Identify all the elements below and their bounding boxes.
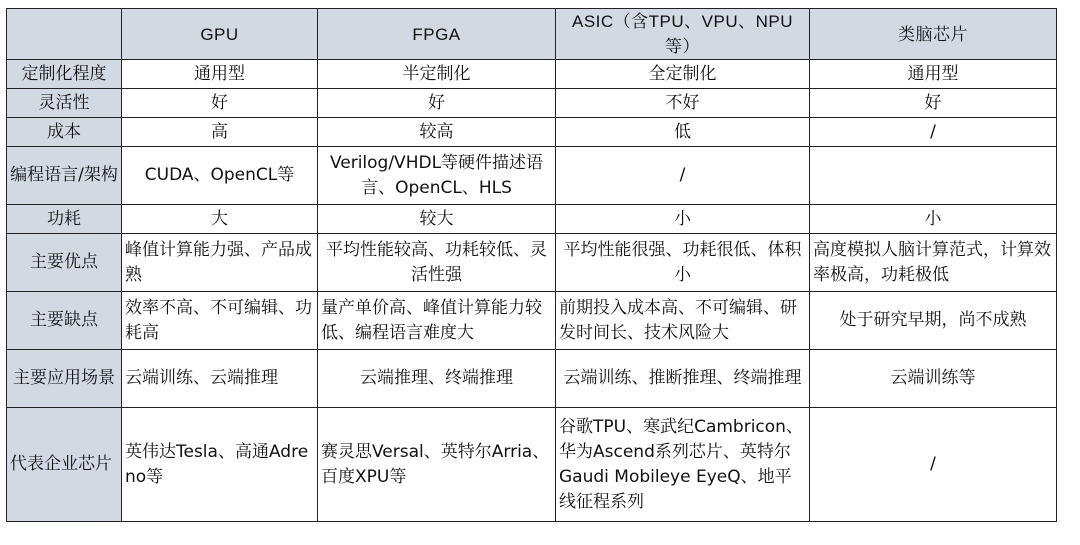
row-label-advantages: 主要优点 bbox=[7, 234, 122, 292]
table-cell: 云端训练、云端推理 bbox=[122, 350, 318, 408]
row-label-disadvantages: 主要缺点 bbox=[7, 292, 122, 350]
table-row bbox=[7, 60, 1057, 89]
table-cell: / bbox=[810, 408, 1057, 522]
table-cell: 小 bbox=[810, 205, 1057, 234]
table-cell: 处于研究早期，尚不成熟 bbox=[810, 292, 1057, 350]
table-cell: 小 bbox=[556, 205, 810, 234]
table-cell: 好 bbox=[318, 89, 556, 118]
header-row bbox=[7, 9, 1057, 60]
table-cell: 全定制化 bbox=[556, 60, 810, 89]
table-row bbox=[7, 89, 1057, 118]
table-cell: 通用型 bbox=[122, 60, 318, 89]
table-row bbox=[7, 234, 1057, 292]
table-cell: 好 bbox=[810, 89, 1057, 118]
table-cell: 峰值计算能力强、产品成熟 bbox=[122, 234, 318, 292]
table-cell: 大 bbox=[122, 205, 318, 234]
table-row bbox=[7, 408, 1057, 522]
table-cell: 半定制化 bbox=[318, 60, 556, 89]
header-gpu: GPU bbox=[122, 9, 318, 60]
table-cell: 云端训练等 bbox=[810, 350, 1057, 408]
table-cell: 较大 bbox=[318, 205, 556, 234]
table-cell: 不好 bbox=[556, 89, 810, 118]
header-corner bbox=[7, 9, 122, 60]
table-cell: 低 bbox=[556, 118, 810, 147]
comparison-table-wrapper bbox=[6, 8, 1057, 522]
table-cell: 云端训练、推断推理、终端推理 bbox=[556, 350, 810, 408]
row-label-programming: 编程语言/架构 bbox=[7, 147, 122, 205]
table-cell: / bbox=[810, 118, 1057, 147]
table-cell: 效率不高、不可编辑、功耗高 bbox=[122, 292, 318, 350]
table-cell: 好 bbox=[122, 89, 318, 118]
table-cell: 谷歌TPU、寒武纪Cambricon、华为Ascend系列芯片、英特尔 Gaudi Mobileye EyeQ、地平线征程系列 bbox=[556, 408, 810, 522]
table-cell: 平均性能较高、功耗较低、灵活性强 bbox=[318, 234, 556, 292]
table-row bbox=[7, 292, 1057, 350]
table-cell: 前期投入成本高、不可编辑、研发时间长、技术风险大 bbox=[556, 292, 810, 350]
table-cell: 量产单价高、峰值计算能力较低、编程语言难度大 bbox=[318, 292, 556, 350]
table-cell: CUDA、OpenCL等 bbox=[122, 147, 318, 205]
table-row bbox=[7, 350, 1057, 408]
row-label-representative-chips: 代表企业芯片 bbox=[7, 408, 122, 522]
header-asic: ASIC（含TPU、VPU、NPU等） bbox=[556, 9, 810, 60]
ai-chip-comparison-table bbox=[6, 8, 1057, 522]
table-cell: 英伟达Tesla、高通Adreno等 bbox=[122, 408, 318, 522]
table-cell: 平均性能很强、功耗很低、体积小 bbox=[556, 234, 810, 292]
table-cell: Verilog/VHDL等硬件描述语言、OpenCL、HLS bbox=[318, 147, 556, 205]
table-row bbox=[7, 205, 1057, 234]
table-cell bbox=[810, 147, 1057, 205]
row-label-power: 功耗 bbox=[7, 205, 122, 234]
header-fpga: FPGA bbox=[318, 9, 556, 60]
row-label-applications: 主要应用场景 bbox=[7, 350, 122, 408]
table-cell: 高度模拟人脑计算范式，计算效率极高，功耗极低 bbox=[810, 234, 1057, 292]
table-row bbox=[7, 118, 1057, 147]
row-label-customization: 定制化程度 bbox=[7, 60, 122, 89]
table-cell: 高 bbox=[122, 118, 318, 147]
table-cell: / bbox=[556, 147, 810, 205]
table-row bbox=[7, 147, 1057, 205]
header-brain-chip: 类脑芯片 bbox=[810, 9, 1057, 60]
table-cell: 云端推理、终端推理 bbox=[318, 350, 556, 408]
table-cell: 较高 bbox=[318, 118, 556, 147]
row-label-cost: 成本 bbox=[7, 118, 122, 147]
table-cell: 赛灵思Versal、英特尔Arria、 百度XPU等 bbox=[318, 408, 556, 522]
row-label-flexibility: 灵活性 bbox=[7, 89, 122, 118]
table-cell: 通用型 bbox=[810, 60, 1057, 89]
